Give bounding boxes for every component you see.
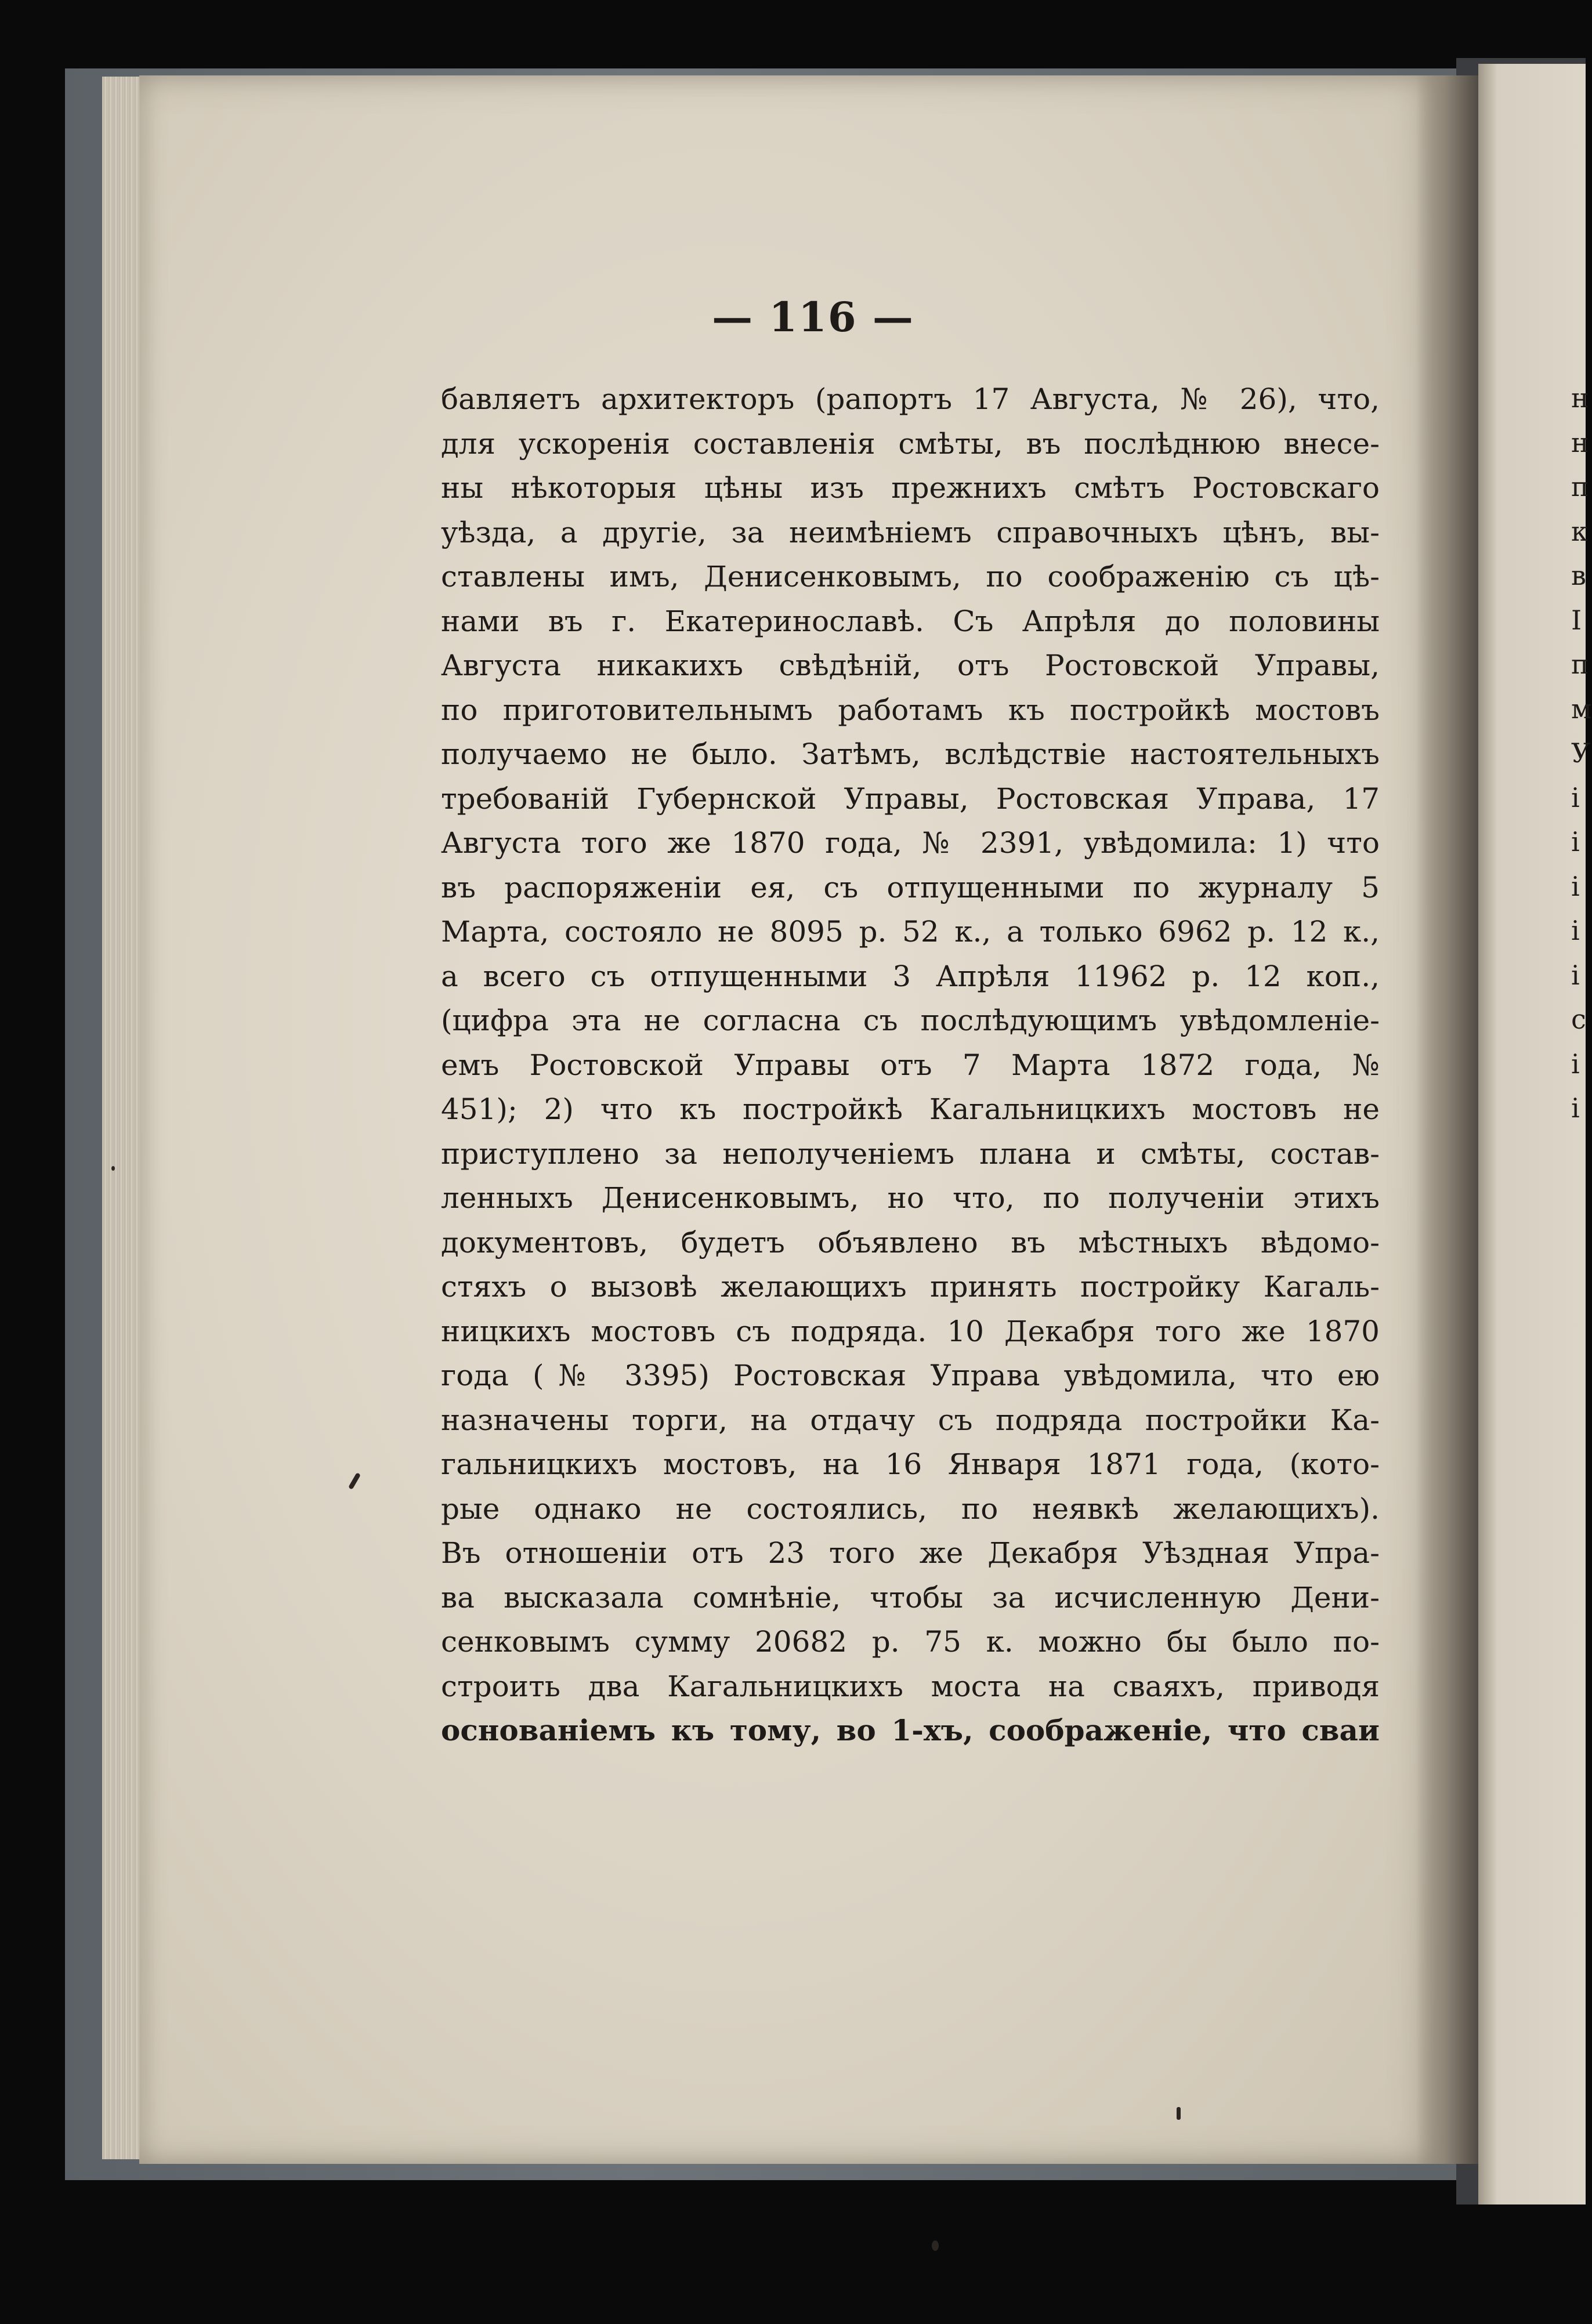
- right-page-letter: I: [1571, 604, 1582, 636]
- text-line: Августа того же 1870 года, № 2391, увѣдомила: 1) что: [441, 826, 1380, 860]
- right-page-letter: і: [1571, 1048, 1580, 1080]
- text-line: требованій Губернской Управы, Ростовская Управа, 17: [441, 781, 1380, 816]
- right-page-letter: п: [1571, 471, 1589, 502]
- text-line: емъ Ростовской Управы отъ 7 Марта 1872 года, №: [441, 1048, 1380, 1082]
- speck: [111, 1166, 115, 1171]
- right-page-letter: н: [1571, 382, 1589, 414]
- text-line: строить два Кагальницкихъ моста на сваяхъ, приводя: [441, 1669, 1380, 1703]
- text-line: Августа никакихъ свѣдѣній, отъ Ростовской Управы,: [441, 649, 1380, 682]
- text-line: въ распоряженіи ея, съ отпущенными по журналу 5: [441, 870, 1380, 904]
- right-page-letter: с: [1571, 1004, 1586, 1035]
- text-line: назначены торги, на отдачу съ подряда постройки Ка-: [441, 1403, 1380, 1437]
- page-number: — 116 —: [712, 293, 914, 341]
- right-page-letter: У: [1571, 737, 1591, 769]
- text-line: а всего съ отпущенными 3 Апрѣля 11962 р. 12 коп.,: [441, 959, 1380, 993]
- text-line: года (№ 3395) Ростовская Управа увѣдомила, что ею: [441, 1359, 1380, 1392]
- text-line: уѣзда, а другіе, за неимѣніемъ справочныхъ цѣнъ, вы-: [441, 515, 1380, 549]
- text-line: гальницкихъ мостовъ, на 16 Января 1871 года, (кото-: [441, 1447, 1380, 1481]
- right-page-text-fragments: [1571, 376, 1592, 1131]
- text-line: документовъ, будетъ объявлено въ мѣстныхъ вѣдомо-: [441, 1225, 1380, 1259]
- text-line: рые однако не состоялись, по неявкѣ желающихъ).: [441, 1492, 1380, 1526]
- text-line: получаемо не было. Затѣмъ, вслѣдствіе настоятельныхъ: [441, 737, 1380, 771]
- page-text: [441, 377, 1380, 1753]
- text-line: ленныхъ Денисенковымъ, но что, по полученіи этихъ: [441, 1181, 1380, 1215]
- right-page: [1478, 64, 1586, 2204]
- right-page-letter: і: [1571, 915, 1580, 946]
- speck: [1177, 2107, 1181, 2120]
- text-line: 451); 2) что къ постройкѣ Кагальницкихъ мостовъ не: [441, 1092, 1380, 1126]
- right-page-letter: і: [1571, 781, 1580, 813]
- text-line: для ускоренія составленія смѣты, въ послѣднюю внесе-: [441, 426, 1380, 461]
- text-line: по приготовительнымъ работамъ къ постройкѣ мостовъ: [441, 693, 1380, 727]
- right-page-letter: п: [1571, 649, 1589, 680]
- right-page-letter: і: [1571, 959, 1580, 991]
- right-page-letter: к: [1571, 515, 1588, 547]
- text-line: ва высказала сомнѣніе, чтобы за исчисленную Дени-: [441, 1580, 1380, 1615]
- text-line: ны нѣкоторыя цѣны изъ прежнихъ смѣтъ Ростовскаго: [441, 471, 1380, 505]
- right-page-letter: і: [1571, 870, 1580, 902]
- text-line: (цифра эта не согласна съ послѣдующимъ увѣдомленіе-: [441, 1004, 1380, 1037]
- text-line: сенковымъ сумму 20682 р. 75 к. можно бы было по-: [441, 1625, 1380, 1659]
- text-line: Въ отношеніи отъ 23 того же Декабря Уѣздная Упра-: [441, 1536, 1380, 1570]
- book-gutter: [1416, 75, 1479, 2164]
- text-line: Марта, состояло не 8095 р. 52 к., а только 6962 р. 12 к.,: [441, 915, 1380, 949]
- text-line: нами въ г. Екатеринославѣ. Съ Апрѣля до половины: [441, 604, 1380, 638]
- right-page-letter: м: [1571, 693, 1592, 725]
- text-line: ставлены имъ, Денисенковымъ, по соображенію съ цѣ-: [441, 560, 1380, 593]
- right-page-letter: і: [1571, 1092, 1580, 1124]
- right-page-letter: н: [1571, 426, 1589, 458]
- speck: [932, 2240, 939, 2251]
- right-page-letter: і: [1571, 826, 1580, 857]
- text-line: ницкихъ мостовъ съ подряда. 10 Декабря того же 1870: [441, 1314, 1380, 1348]
- text-line: основаніемъ къ тому, во 1-хъ, соображеніе, что сваи: [441, 1713, 1380, 1747]
- text-line: бавляетъ архитекторъ (рапортъ 17 Августа, № 26), что,: [441, 382, 1380, 416]
- right-page-letter: в: [1571, 560, 1586, 591]
- text-line: стяхъ о вызовѣ желающихъ принять постройку Кагаль-: [441, 1270, 1380, 1304]
- text-line: приступлено за неполученіемъ плана и смѣты, состав-: [441, 1136, 1380, 1171]
